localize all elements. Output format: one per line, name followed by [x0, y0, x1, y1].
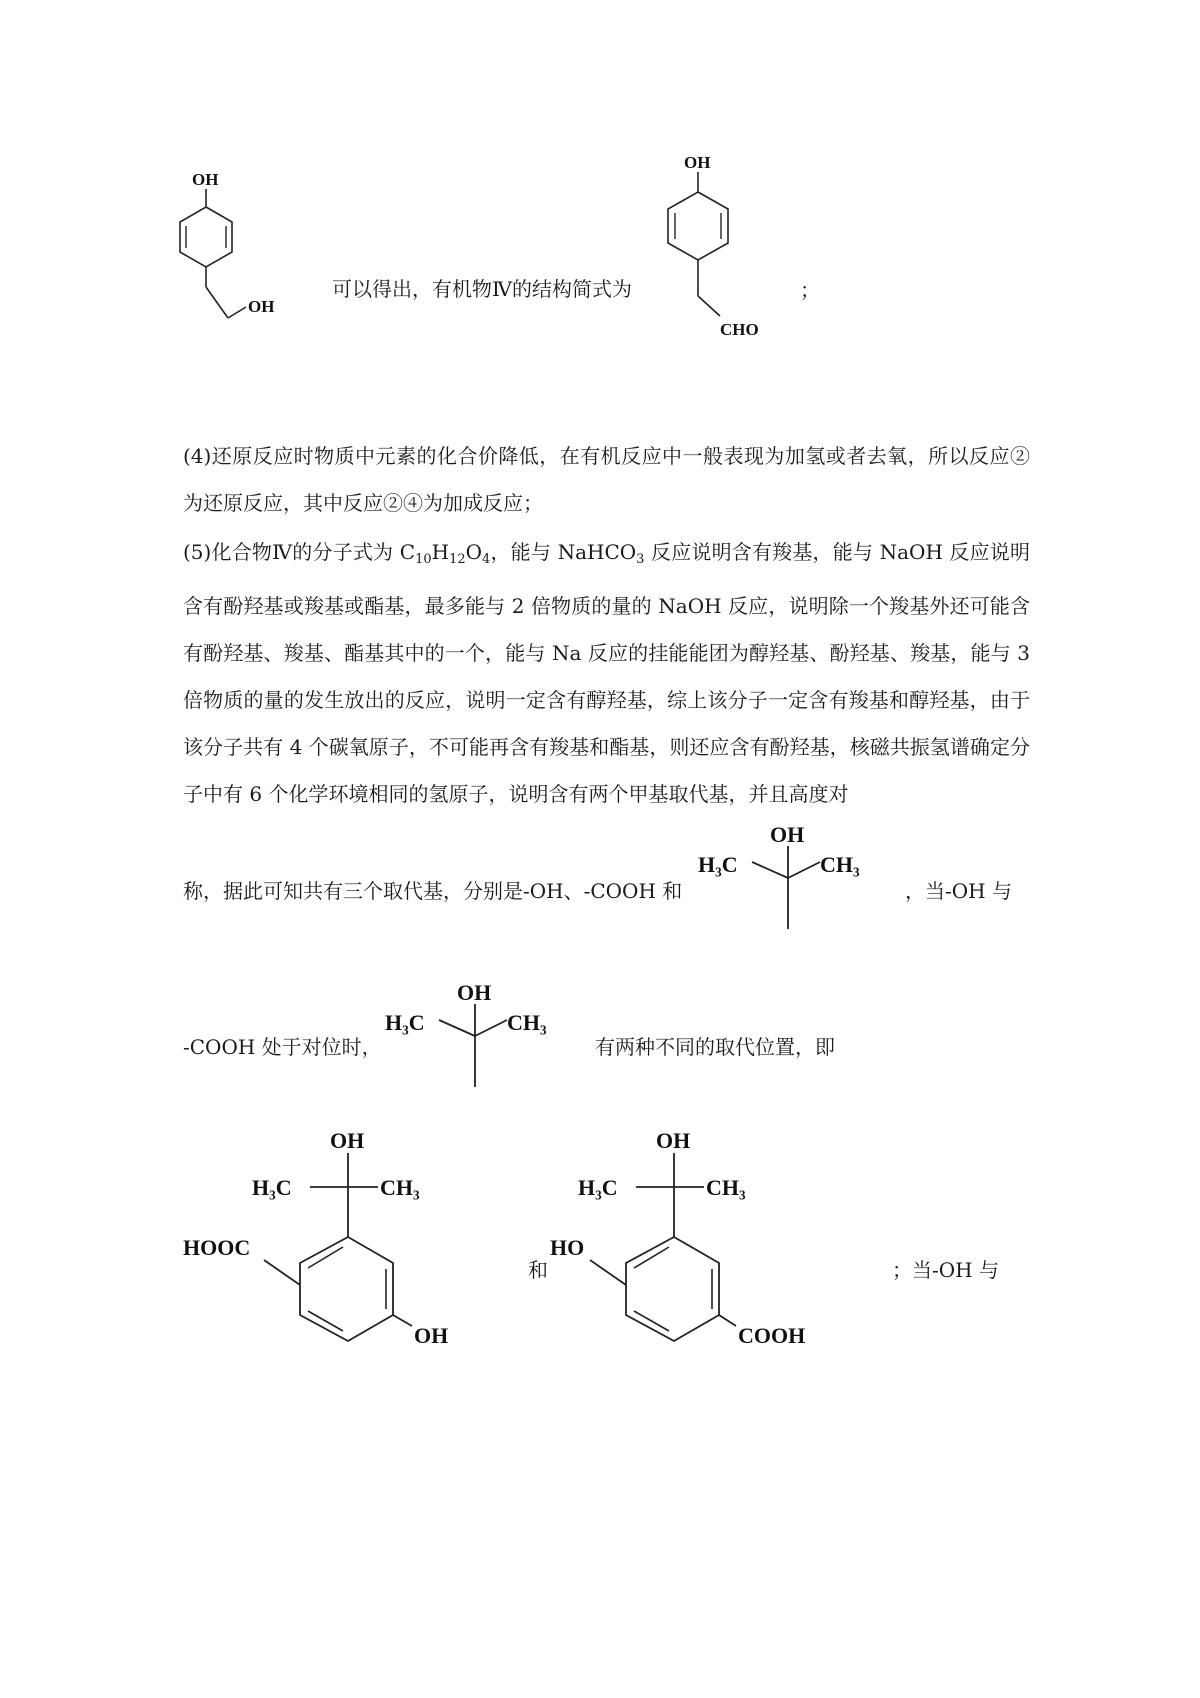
text-when-oh-2: ；当-OH 与: [892, 1258, 999, 1282]
molecule-label-oh-ring: OH: [414, 1323, 449, 1348]
group-label-h3c: H₃C: [698, 852, 738, 877]
molecule-label-h3c: H₃C: [252, 1175, 292, 1200]
molecule-tyrosol: [160, 165, 300, 350]
molecule-isomer-1: [180, 1125, 480, 1355]
group-hydroxy-isopropyl-2: [377, 978, 577, 1088]
molecule-label-ho: HO: [550, 1235, 585, 1260]
text-two-positions: 有两种不同的取代位置，即: [595, 1035, 835, 1059]
text-structure-intro: 可以得出，有机物Ⅳ的结构简式为: [332, 277, 632, 301]
text-para-position: -COOH 处于对位时，: [183, 1035, 382, 1059]
molecule-label-oh: OH: [330, 1128, 365, 1153]
molecule-label-hooc: HOOC: [183, 1235, 251, 1260]
molecule-label-cho: CHO: [720, 320, 759, 339]
group-label-oh: OH: [770, 822, 805, 847]
molecule-label-oh-top: OH: [684, 153, 711, 172]
text-and: 和: [528, 1258, 548, 1282]
paragraph-4: (4)还原反应时物质中元素的化合价降低，在有机反应中一般表现为加氢或者去氧，所以反应②为还原反应，其中反应②④为加成反应；: [183, 444, 1030, 515]
text-substituents: 称，据此可知共有三个取代基，分别是-OH、-COOH 和: [183, 879, 683, 903]
molecule-isomer-2: [548, 1125, 848, 1355]
molecule-label-cooh: COOH: [738, 1323, 806, 1348]
group-label-ch3: CH₃: [507, 1010, 547, 1035]
molecule-label-h3c: H₃C: [578, 1175, 618, 1200]
group-hydroxy-isopropyl-1: [690, 820, 890, 930]
molecule-compound-iv: [650, 148, 800, 373]
group-label-h3c: H₃C: [385, 1010, 425, 1035]
molecule-label-ch3: CH₃: [706, 1175, 746, 1200]
text-when-oh: ，当-OH 与: [905, 879, 1012, 903]
molecule-label-ch3: CH₃: [380, 1175, 420, 1200]
group-label-ch3: CH₃: [820, 852, 860, 877]
molecule-label-oh-side: OH: [248, 297, 275, 316]
paragraph-5: (5)化合物Ⅳ的分子式为 $C_{10}H_{12}O_4$，能与 NaHCO$_3$ 反应说明含有羧基，能与 NaOH 反应说明含有酚羟基或羧基或酯基，最多能与 2 倍物质的量的 NaOH 反应，说明除一个羧基外还可能含有酚羟基、羧基、酯基其中的一个，能与 Na 反应的挂能能团为醇羟基、酚羟基、羧基，能与 3 倍物质的量的发生放出的反应，说明一定含有醇羟基，综上该分子一定含有羧基和醇羟基，由于该分子共有 4 个碳氧原子，不可能再含有羧基和酯基，则还应含有酚羟基，核磁共振氢谱确定分子中有 6 个化学环境相同的氢原子，说明含有两个甲基取代基，并且高度对: [183, 540, 1030, 806]
semicolon: ；: [800, 278, 820, 302]
molecule-label-oh: OH: [656, 1128, 691, 1153]
molecule-label-oh-top: OH: [192, 170, 219, 189]
group-label-oh: OH: [457, 980, 492, 1005]
